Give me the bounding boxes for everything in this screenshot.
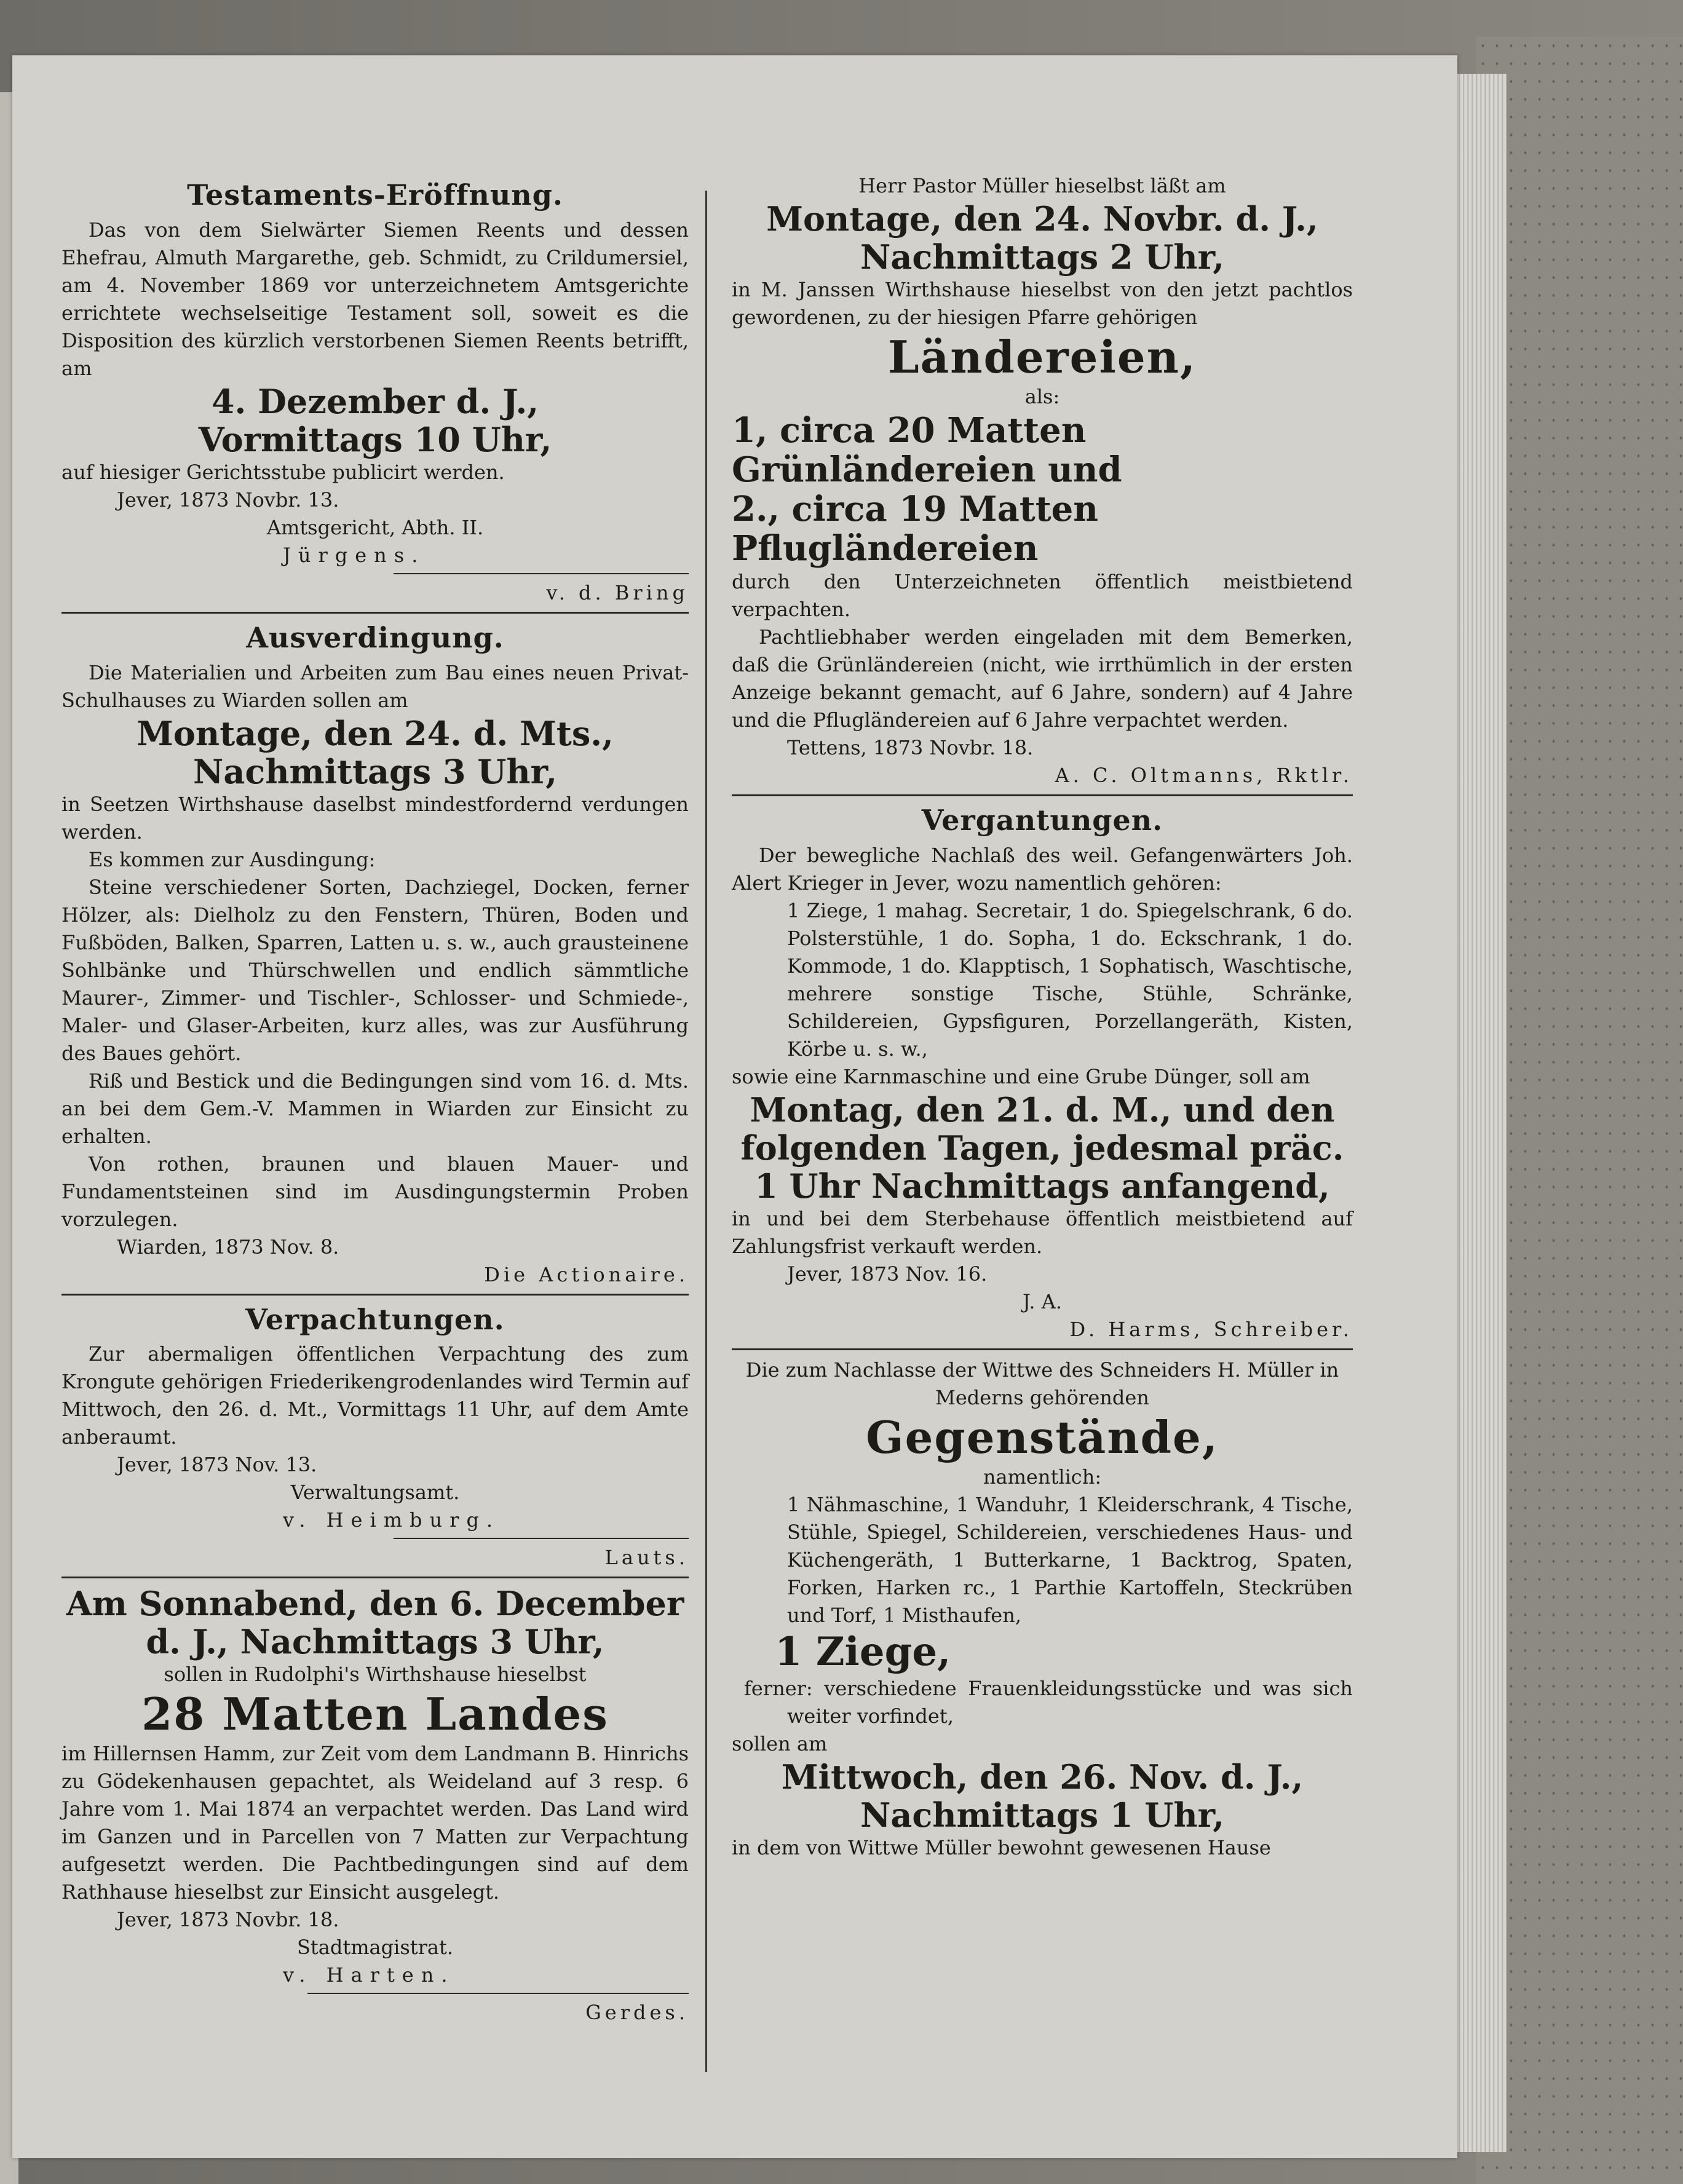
notice-matten-landes [61,1585,689,2027]
notice-body: Die zum Nachlasse der Wittwe des Schneiders H. Müller in Mederns gehörenden [745,1358,1339,1409]
dateline: Jever, 1873 Novbr. 18. [117,1908,339,1932]
notice-body: sollen in Rudolphi's Wirthshause hieselbst [164,1663,587,1687]
notice-body: im Hillernsen Hamm, zur Zeit vom dem Landmann B. Hinrichs zu Gödekenhausen gepachtet, als Weideland auf 3 resp. 6 Jahre vom 1. Mai 1874 an verpachtet werden. Das Land wird im Ganzen und in Parcellen von 7 Matten zur Verpachtung aufgesetzt werden. Die Pachtbedingungen sind auf dem Rathhause hieselbst zur Einsicht ausgelegt. [61,1742,689,1904]
notice-body: durch den Unterzeichneten öffentlich meistbietend verpachten. [732,570,1353,621]
notice-time: Nachmittags 3 Uhr, [192,751,558,791]
lot-item: 1, circa 20 Matten Grünländereien und [732,410,1122,490]
dateline: Tettens, 1873 Novbr. 18. [787,736,1034,759]
notice-body: Das von dem Sielwärter Siemen Reents und dessen Ehefrau, Almuth Margarethe, geb. Schmidt, zu Crildumersiel, am 4. November 1869 vor unterzeichnetem Amtsgerichte errichtete wechselseitige Testament soll, soweit es die Disposition des kürzlich verstorbenen Siemen Reents betrifft, am [61,218,689,380]
notice-body: Es kommen zur Ausdingung: [89,847,376,871]
notice-date: 4. Dezember d. J., [211,381,539,421]
notice-body: in Seetzen Wirthshause daselbst mindestfordernd verdungen werden. [61,792,689,844]
column-divider [705,191,707,2072]
dateline: Jever, 1873 Novbr. 13. [117,488,339,512]
divider [61,1577,689,1578]
divider [61,1294,689,1296]
notice-verpachtungen [61,1302,689,1572]
divider [732,1348,1353,1350]
notice-subject: 28 Matten Landes [141,1688,609,1741]
right-column [732,172,1353,1862]
notice-subject: Gegenstände, [866,1410,1219,1463]
notice-title: Vergantungen. [921,804,1163,837]
item-list: 1 Nähmaschine, 1 Wanduhr, 1 Kleiderschrank, 4 Tische, Stühle, Spiegel, Schildereien, verschiedenes Haus- und Küchengeräth, 1 Butterkarne, 1 Backtrog, Spaten, Forken, Harken rc., 1 Parthie Kartoffeln, Steckrüben und Torf, 1 Misthaufen, [787,1492,1353,1627]
clerk: v. d. Bring [546,580,689,604]
dateline: Jever, 1873 Nov. 13. [117,1453,317,1477]
signature: Jürgens. [283,543,426,567]
notice-body: Riß und Bestick und die Bedingungen sind vom 16. d. Mts. an bei dem Gem.-V. Mammen in Wiarden zur Einsicht zu erhalten. [61,1069,689,1148]
notice-testament [61,177,689,607]
notice-body: in und bei dem Sterbehause öffentlich meistbietend auf Zahlungsfrist verkauft werden. [732,1206,1353,1258]
notice-subject: Ländereien, [887,331,1197,383]
book-cover [1476,37,1683,2184]
notice-body: namentlich: [983,1465,1102,1489]
notice-body: Pachtliebhaber werden eingeladen mit dem Bemerken, daß die Grünländereien (nicht, wie irrthümlich in der ersten Anzeige bekannt gemacht, auf 6 Jahre, sondern) auf 4 Jahre und die Pflugländereien auf 6 Jahre verpachtet werden. [732,625,1353,732]
notice-date: Montage, den 24. Novbr. d. J., [766,199,1318,239]
dateline: Jever, 1873 Nov. 16. [787,1262,988,1286]
issuer: Stadtmagistrat. [296,1936,454,1960]
notice-body: in dem von Wittwe Müller bewohnt gewesenen Hause [732,1835,1271,1859]
notice-laendereien [732,172,1353,789]
notice-body: Von rothen, braunen und blauen Mauer- und Fundamentsteinen sind im Ausdingungstermin Proben vorzulegen. [61,1152,689,1231]
notice-body: als: [1024,385,1060,408]
dateline: Wiarden, 1873 Nov. 8. [117,1235,339,1259]
notice-body: sowie eine Karnmaschine und eine Grube Dünger, soll am [732,1064,1310,1088]
signature: D. Harms, Schreiber. [1069,1317,1353,1341]
signature: v. Heimburg. [283,1508,501,1532]
notice-title: Testaments-Eröffnung. [187,178,563,212]
on-behalf: J. A. [1023,1289,1062,1313]
notice-body: Steine verschiedener Sorten, Dachziegel, Docken, ferner Hölzer, als: Dielholz zu den Fenstern, Thüren, Boden und Fußböden, Balken, Sparren, Latten u. s. w., auch grausteinene Sohlbänke und Thürschwellen und endlich sämmtliche Maurer-, Zimmer- und Tischler-, Schlosser- und Schmiede-, Maler- und Glaser-Arbeiten, kurz alles, was zur Ausführung des Baues gehört. [61,875,689,1065]
notice-time: Nachmittags 1 Uhr, [860,1795,1225,1835]
notice-body: Der bewegliche Nachlaß des weil. Gefangenwärters Joh. Alert Krieger in Jever, wozu namentlich gehören: [732,843,1353,895]
notice-body: Herr Pastor Müller hieselbst läßt am [858,174,1226,197]
divider [732,794,1353,796]
notice-title: Ausverdingung. [246,620,504,654]
notice-body: Die Materialien und Arbeiten zum Bau eines neuen Privat-Schulhauses zu Wiarden sollen am [61,660,689,712]
notice-body: ferner: verschiedene Frauenkleidungsstücke und was sich weiter vorfindet, [744,1676,1353,1728]
signature: v. Harten. [283,1963,455,1987]
divider [61,612,689,614]
notice-ausverdingung [61,620,689,1289]
issuer: Amtsgericht, Abth. II. [266,515,484,539]
signature: Die Actionaire. [484,1262,689,1286]
lot-item: 2., circa 19 Matten Pflugländereien [732,489,1098,569]
notice-body: in M. Janssen Wirthshause hieselbst von den jetzt pachtlos gewordenen, zu der hiesigen Pfarre gehörigen [732,278,1353,329]
clerk: Gerdes. [585,2001,689,2025]
signature: A. C. Oltmanns, Rktlr. [1055,764,1353,787]
notice-body: auf hiesiger Gerichtsstube publicirt werden. [61,460,505,484]
left-column [61,172,689,2027]
notice-body: Zur abermaligen öffentlichen Verpachtung des zum Krongute gehörigen Friederikengrodenlandes wird Termin auf Mittwoch, den 26. d. Mt., Vormittags 11 Uhr, auf dem Amte anberaumt. [61,1342,689,1449]
notice-time: Vormittags 10 Uhr, [198,419,552,459]
notice-title: Verpachtungen. [245,1302,505,1336]
notice-vergantungen [732,802,1353,1343]
notice-headline: d. J., Nachmittags 3 Uhr, [146,1622,604,1662]
notice-headline: Am Sonnabend, den 6. December [66,1584,684,1624]
notice-date: Montage, den 24. d. Mts., [137,713,614,753]
item-list: 1 Ziege, 1 mahag. Secretair, 1 do. Spiegelschrank, 6 do. Polsterstühle, 1 do. Sopha, 1 do. Eckschrank, 1 do. Kommode, 1 do. Klapptisch, 1 Sophatisch, Waschtische, mehrere sonstige Tische, Stühle, Schränke, Schildereien, Gypsfiguren, Porzellangeräth, Kisten, Körbe u. s. w., [787,898,1353,1061]
notice-body: sollen am [732,1731,828,1755]
clerk: Lauts. [604,1546,689,1570]
notice-gegenstaende [732,1356,1353,1862]
notice-time: Nachmittags 2 Uhr, [860,237,1225,277]
notice-date: Mittwoch, den 26. Nov. d. J., [781,1757,1304,1797]
newspaper-page [12,55,1457,2158]
notice-subject: 1 Ziege, [775,1628,951,1675]
issuer: Verwaltungsamt. [290,1481,460,1505]
notice-date: Montag, den 21. d. M., und den folgenden Tagen, jedesmal präc. 1 Uhr Nachmittags anfangend, [740,1090,1344,1206]
